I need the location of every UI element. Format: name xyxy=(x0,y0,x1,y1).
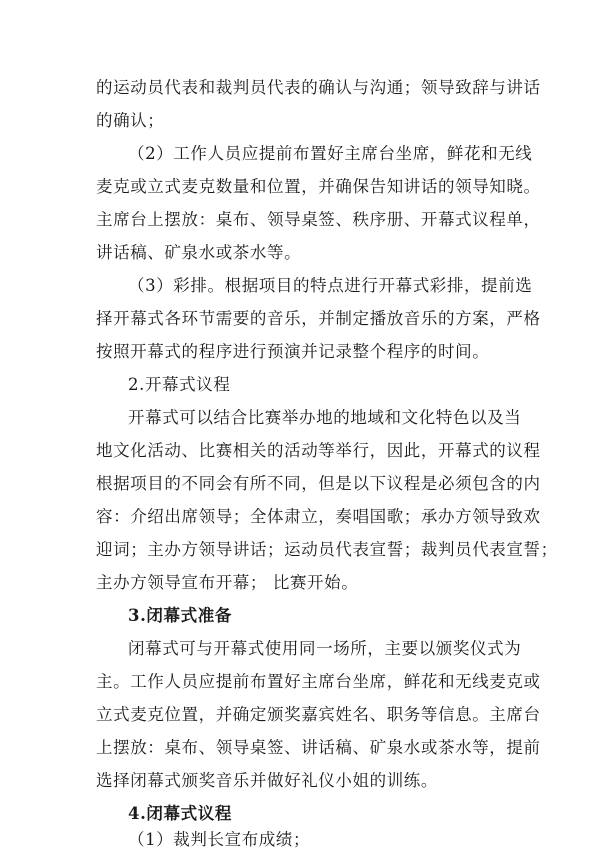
paragraph-start: 开幕式可以结合比赛举办地的地域和文化特色以及当 xyxy=(128,408,522,427)
section-heading-opening-agenda: 2.开幕式议程 xyxy=(128,375,231,394)
section-heading-closing-agenda: 4.闭幕式议程 xyxy=(128,804,232,823)
text-line: 的确认； xyxy=(96,111,165,130)
list-item-3: （3）彩排。根据项目的特点进行开幕式彩排，提前选 xyxy=(128,276,533,295)
text-line: 择开幕式各环节需要的音乐，并制定播放音乐的方案，严格 xyxy=(96,309,541,328)
text-line: 地文化活动、比赛相关的活动等举行，因此，开幕式的议程 xyxy=(96,441,541,460)
paragraph-start: 闭幕式可与开幕式使用同一场所，主要以颁奖仪式为 xyxy=(128,639,522,658)
text-line: 主席台上摆放：桌布、领导桌签、秩序册、开幕式议程单， xyxy=(96,210,541,229)
text-line: 按照开幕式的程序进行预演并记录整个程序的时间。 xyxy=(96,342,490,361)
text-line: 的运动员代表和裁判员代表的确认与沟通；领导致辞与讲话 xyxy=(96,78,541,97)
text-line: 选择闭幕式颁奖音乐并做好礼仪小姐的训练。 xyxy=(96,771,438,790)
text-line: 上摆放：桌布、领导桌签、讲话稿、矿泉水或茶水等，提前 xyxy=(96,738,541,757)
list-item-1: （1）裁判长宣布成绩； xyxy=(128,830,311,849)
text-line: 立式麦克位置，并确定颁奖嘉宾姓名、职务等信息。主席台 xyxy=(96,705,541,724)
list-item-2: （2）工作人员应提前布置好主席台坐席，鲜花和无线 xyxy=(128,144,533,163)
text-line: 根据项目的不同会有所不同，但是以下议程是必须包含的内 xyxy=(96,474,541,493)
text-line: 迎词；主办方领导讲话；运动员代表宣誓；裁判员代表宣誓； xyxy=(96,540,558,559)
section-heading-closing-prep: 3.闭幕式准备 xyxy=(128,606,232,625)
text-line: 讲话稿、矿泉水或茶水等。 xyxy=(96,243,302,262)
text-line: 主。工作人员应提前布置好主席台坐席，鲜花和无线麦克或 xyxy=(96,672,541,691)
text-line: 主办方领导宣布开幕； 比赛开始。 xyxy=(96,573,359,592)
text-line: 容：介绍出席领导；全体肃立，奏唱国歌；承办方领导致欢 xyxy=(96,507,541,526)
text-line: 麦克或立式麦克数量和位置，并确保告知讲话的领导知晓。 xyxy=(96,177,541,196)
